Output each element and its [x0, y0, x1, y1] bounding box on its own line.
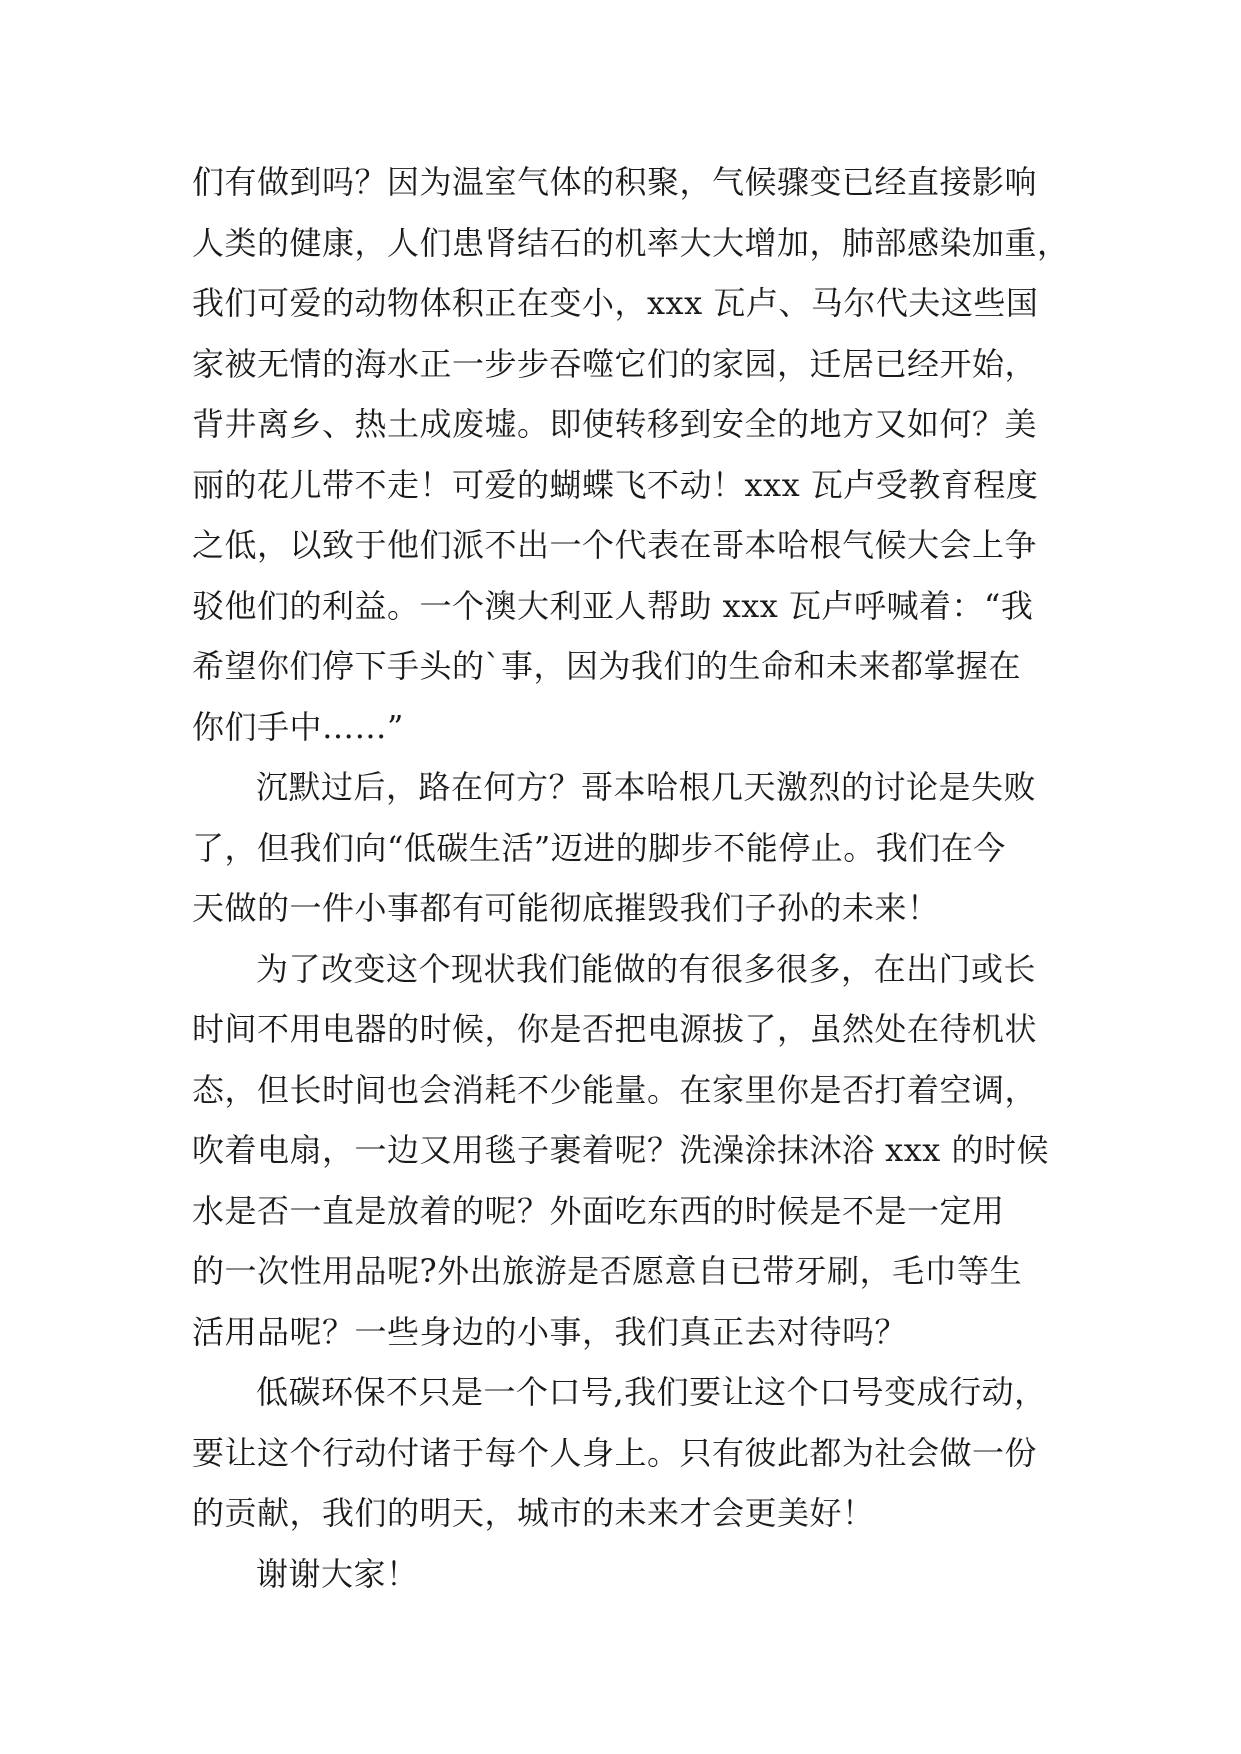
paragraph-2 — [192, 757, 1052, 939]
text-line: 背井离乡、热土成废墟。即使转移到安全的地方又如何？美 — [192, 405, 1038, 443]
text-line: 为了改变这个现状我们能做的有很多很多，在出门或长 — [256, 949, 1037, 988]
text-line: 之低，以致于他们派不出一个代表在哥本哈根气候大会上争 — [192, 526, 1038, 564]
text-line: 我们可爱的动物体积正在变小，xxx 瓦卢、马尔代夫这些国 — [192, 284, 1039, 322]
text-line: 驳他们的利益。一个澳大利亚人帮助 xxx 瓦卢呼喊着：“我 — [192, 586, 1034, 625]
paragraph-3 — [192, 939, 1052, 1363]
text-line: 吹着电扇，一边又用毯子裹着呢？洗澡涂抹沐浴 xxx 的时候 — [192, 1131, 1049, 1169]
text-line: 沉默过后，路在何方？哥本哈根几天激烈的讨论是失败 — [256, 768, 1037, 806]
paragraph-5 — [192, 1544, 1052, 1605]
text-line: 时间不用电器的时候，你是否把电源拔了，虽然处在待机状 — [192, 1010, 1038, 1048]
text-line: 水是否一直是放着的呢？外面吃东西的时候是不是一定用 — [192, 1191, 1005, 1230]
text-line: 要让这个行动付诸于每个人身上。只有彼此都为社会做一份 — [192, 1433, 1038, 1472]
text-line: 了，但我们向“低碳生活”迈进的脚步不能停止。我们在今 — [192, 828, 1006, 867]
paragraph-1 — [192, 152, 1070, 757]
text-line: 的贡献，我们的明天，城市的未来才会更美好！ — [192, 1494, 875, 1532]
text-line: 态，但长时间也会消耗不少能量。在家里你是否打着空调， — [192, 1070, 1038, 1109]
text-line: 低碳环保不只是一个口号,我们要让这个口号变成行动， — [256, 1373, 1047, 1411]
text-line: 家被无情的海水正一步步吞噬它们的家园，迁居已经开始， — [192, 344, 1038, 383]
text-line: 们有做到吗？因为温室气体的积聚，气候骤变已经直接影响 — [192, 163, 1038, 201]
text-line: 的一次性用品呢?外出旅游是否愿意自已带牙刷，毛巾等生 — [192, 1252, 1023, 1290]
text-line: 天做的一件小事都有可能彻底摧毁我们子孙的未来！ — [192, 889, 940, 927]
text-line: 活用品呢？一些身边的小事，我们真正去对待吗？ — [192, 1312, 908, 1351]
text-line: 人类的健康，人们患肾结石的机率大大增加，肺部感染加重， — [192, 223, 1070, 262]
document-body — [192, 152, 1070, 1604]
text-line: 你们手中……” — [192, 707, 404, 746]
text-line: 谢谢大家！ — [256, 1554, 419, 1593]
text-line: 丽的花儿带不走！可爱的蝴蝶飞不动！xxx 瓦卢受教育程度 — [192, 465, 1039, 504]
paragraph-4 — [192, 1362, 1052, 1544]
text-line: 希望你们停下手头的`事，因为我们的生命和未来都掌握在 — [192, 647, 1022, 685]
